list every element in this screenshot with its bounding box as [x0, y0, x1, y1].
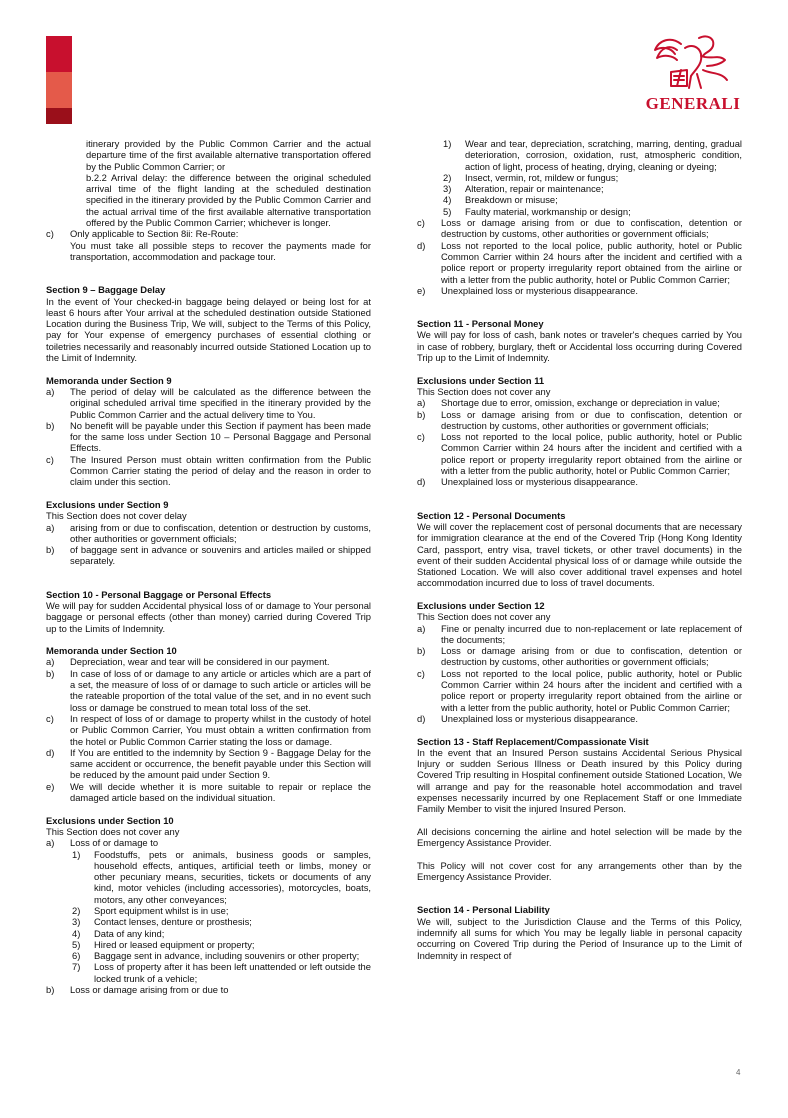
list-item-text: Contact lenses, denture or prosthesis; — [94, 916, 252, 928]
list-item — [417, 138, 742, 172]
spacer — [417, 488, 742, 510]
list-item-text: Loss not reported to the local police, public authority, hotel or Public Common Carrier within 24 hours after the incident and certified with a police report or property irregularity report obtained from the airline or with a letter from the public authority, hotel or Public Common Carrier; — [441, 431, 742, 477]
list-marker: b) — [46, 667, 55, 679]
paragraph: This Section does not cover any — [46, 825, 180, 837]
list-item-text: Data of any kind; — [94, 927, 165, 939]
list-marker: c) — [417, 667, 425, 679]
list-item-text: In respect of loss of or damage to property whilst in the custody of hotel or Public Common Carrier, You must obtain a written confirmation from the hotel or Public Common Carrier stating the loss or damage. — [70, 712, 371, 747]
lion-icon — [641, 30, 745, 94]
paragraph: You must take all possible steps to recover the payments made for transportation, accommodation and package tour. — [70, 239, 371, 262]
list-item-text: Loss or damage arising from or due to confiscation, detention or destruction by customs, other authorities or government officials; — [441, 645, 742, 668]
list-item — [417, 194, 742, 205]
list-item-text: The period of delay will be calculated as the difference between the original scheduled arrival time specified in the itinerary provided by the Public Common Carrier and the actual delivery time to You. — [70, 385, 371, 420]
list-item — [46, 522, 371, 545]
list-item — [46, 849, 371, 905]
spacer — [417, 815, 742, 826]
brand-name: GENERALI — [645, 94, 741, 113]
list-item — [46, 656, 371, 667]
list-item-text: The Insured Person must obtain written confirmation from the Public Common Carrier stating the period of delay and the reason in order to claim under this section. — [70, 453, 371, 488]
section-heading: Section 14 - Personal Liability — [417, 904, 550, 916]
section-heading: Exclusions under Section 9 — [46, 498, 169, 510]
list-item-text: If You are entitled to the indemnity by Section 9 - Baggage Delay for the same accident or occurrence, the benefit payable under this Section will be reduced by the amount paid under Section 9. — [70, 746, 371, 781]
list-marker: b) — [46, 544, 55, 556]
paragraph: We will pay for loss of cash, bank notes or traveler's cheques carried by You in case of robbery, burglary, theft or Accidental loss occurring during Covered Trip up to the Limit of Indemnity. — [417, 329, 742, 364]
list-marker: d) — [417, 239, 426, 251]
list-item — [46, 454, 371, 488]
spacer — [417, 882, 742, 904]
list-item-text: arising from or due to confiscation, detention or destruction by customs, other authorities or government officials; — [70, 521, 371, 544]
spacer — [46, 634, 371, 645]
list-marker: 2) — [72, 905, 81, 916]
list-item-text: Unexplained loss or mysterious disappearance. — [441, 476, 638, 488]
list-item-text: Hired or leased equipment or property; — [94, 938, 255, 950]
list-marker: d) — [46, 746, 55, 758]
list-marker: 4) — [72, 927, 81, 939]
paragraph: All decisions concerning the airline and hotel selection will be made by the Emergency Assistance Provider. — [417, 825, 742, 849]
list-item-text: Loss not reported to the local police, public authority, hotel or Public Common Carrier within 24 hours after the incident and certified with a police report or property irregularity report obtained from the airline or with a letter from the public authority, hotel or Public Common Carrier; — [441, 667, 742, 713]
list-marker: a) — [46, 656, 55, 668]
list-item — [417, 623, 742, 646]
list-item — [46, 713, 371, 747]
list-item — [46, 950, 371, 961]
list-item — [417, 645, 742, 668]
list-marker: e) — [46, 780, 55, 792]
paragraph: itinerary provided by the Public Common Carrier and the actual departure time of the first available alternative transportation offered by the Public Common Carrier; or — [86, 138, 371, 172]
list-marker: b) — [46, 984, 55, 996]
list-marker: d) — [417, 712, 426, 724]
list-marker: c) — [46, 228, 54, 240]
list-item-text: Loss not reported to the local police, public authority, hotel or Public Common Carrier within 24 hours after the incident and certified with a police report or property irregularity report obtained from the airline or with a letter from the public authority, hotel or Public Common Carrier; — [441, 239, 742, 285]
paragraph: We will, subject to the Jurisdiction Clause and the Terms of this Policy, indemnify all sums for which You may be legally liable in personal capacity occurring on Covered Trip during the Period of Insurance up to the Limit of Indemnity in respect of — [417, 915, 742, 961]
list-item-text: Unexplained loss or mysterious disappearance. — [441, 284, 638, 296]
list-marker: 2) — [443, 171, 452, 183]
section-heading: Section 13 - Staff Replacement/Compassionate Visit — [417, 735, 649, 747]
list-item — [46, 228, 371, 239]
list-item-text: Baggage sent in advance, including souvenirs or other property; — [94, 950, 360, 962]
list-item — [417, 409, 742, 432]
list-item — [417, 183, 742, 194]
section-heading: Memoranda under Section 9 — [46, 374, 172, 386]
list-item-text: Depreciation, wear and tear will be considered in our payment. — [70, 656, 330, 668]
spacer — [417, 296, 742, 318]
brand-bar-bottom — [46, 108, 72, 124]
list-item-text: Faulty material, workmanship or design; — [465, 205, 631, 217]
list-item — [46, 905, 371, 916]
spacer — [417, 724, 742, 735]
paragraph: This Section does not cover any — [417, 385, 551, 397]
list-marker: 1) — [443, 138, 452, 149]
brand-bar-top — [46, 36, 72, 72]
spacer — [46, 488, 371, 499]
list-item — [46, 544, 371, 567]
list-item-text: No benefit will be payable under this Section if payment has been made for the same loss under Section 10 – Personal Baggage and Personal Effects. — [70, 419, 371, 454]
spacer — [46, 567, 371, 589]
list-item — [417, 431, 742, 476]
paragraph: b.2.2 Arrival delay: the difference between the original scheduled arrival time of the flight landing at the scheduled destination specified in the itinerary provided by the Public Common Carrier and the actual arrival time of the first available alternative transportation offered by the Public Common Carrier; whichever is longer. — [86, 171, 371, 229]
generali-logo — [641, 30, 745, 118]
section-heading: Exclusions under Section 10 — [46, 814, 174, 826]
list-item — [417, 285, 742, 296]
paragraph: This Section does not cover delay — [46, 510, 187, 522]
list-item — [417, 240, 742, 285]
list-item — [46, 386, 371, 420]
list-marker: 5) — [443, 205, 452, 217]
paragraph: We will pay for sudden Accidental physical loss of or damage to Your personal baggage or personal effects (other than money) carried during Covered Trip up to the Limits of Indemnity. — [46, 599, 371, 634]
list-item — [46, 961, 371, 984]
list-item-text: In case of loss of or damage to any article or articles which are a part of a set, the measure of loss of or damage to such article or articles will be the rateable proportion of the total value of the set, and in no event such loss or damage be construed to mean total loss of the set. — [70, 667, 371, 713]
section-heading: Exclusions under Section 11 — [417, 374, 545, 386]
section-heading: Section 11 - Personal Money — [417, 318, 544, 330]
list-item — [46, 916, 371, 927]
left-text-column — [46, 138, 371, 995]
list-item-text: of baggage sent in advance or souvenirs and articles mailed or shipped separately. — [70, 544, 371, 567]
list-marker: a) — [46, 837, 55, 849]
paragraph: This Section does not cover any — [417, 611, 551, 623]
list-marker: a) — [46, 521, 55, 533]
section-heading: Section 9 – Baggage Delay — [46, 284, 166, 296]
list-item — [46, 420, 371, 454]
list-item-text: Loss of property after it has been left unattended or left outside the locked trunk of a vehicle; — [94, 961, 371, 984]
list-item-text: Shortage due to error, omission, exchange or depreciation in value; — [441, 397, 720, 409]
list-marker: a) — [417, 622, 426, 634]
list-item-text: Fine or penalty incurred due to non-replacement or late replacement of the documents; — [441, 622, 742, 645]
list-item — [46, 984, 371, 995]
list-item — [417, 217, 742, 240]
section-heading: Section 12 - Personal Documents — [417, 509, 566, 521]
list-item — [417, 397, 742, 408]
list-marker: b) — [46, 419, 55, 431]
list-item-text: Loss or damage arising from or due to confiscation, detention or destruction by customs, other authorities or government officials; — [441, 408, 742, 431]
brand-bar-middle — [46, 72, 72, 108]
list-marker: e) — [417, 284, 426, 296]
list-marker: b) — [417, 408, 426, 420]
list-item-text: Alteration, repair or maintenance; — [465, 183, 604, 195]
paragraph: In the event of Your checked-in baggage being delayed or being lost for at least 6 hours after Your arrival at the scheduled destination outside Stationed Location during the Business Trip, We will, subject to the Terms of this Policy, pay for Your expense of emergency purchases of essential clothing or toiletries necessarily and reasonably incurred outside Stationed Location up to the Limit of Indemnity. — [46, 295, 371, 364]
paragraph: In the event that an Insured Person sustains Accidental Serious Physical Injury or sudden Serious Illness or Death insured by this Policy during Covered Trip resulting in Hospital confinement outside Stationed Location, We will arrange and pay for the reasonable hotel accommodation and travel expenses necessarily incurred by one Replacement Staff or one Immediate Family Member to visit the injured Insured Person. — [417, 746, 742, 815]
list-marker: 5) — [72, 938, 81, 950]
list-item-text: Loss of or damage to — [70, 837, 159, 849]
list-item-text: Wear and tear, depreciation, scratching, marring, denting, gradual deterioration, corrosion, oxidation, rust, atmospheric condition, action of light, process of heating, drying, cleaning or dyeing; — [465, 138, 742, 172]
list-item-text: Unexplained loss or mysterious disappearance. — [441, 712, 638, 724]
paragraph: This Policy will not cover cost for any arrangements other than by the Emergency Assistance Provider. — [417, 859, 742, 883]
list-marker: c) — [417, 217, 425, 229]
list-item — [46, 668, 371, 713]
list-item-text: We will decide whether it is more suitable to repair or replace the damaged article based on the individual situation. — [70, 780, 371, 804]
list-marker: 6) — [72, 950, 81, 962]
list-marker: a) — [417, 397, 426, 409]
list-marker: a) — [46, 385, 55, 397]
list-item-text: Sport equipment whilst is in use; — [94, 905, 229, 916]
list-item-text: Only applicable to Section 8ii: Re-Route: — [70, 228, 239, 240]
list-item — [417, 172, 742, 183]
list-marker: c) — [417, 431, 425, 443]
spacer — [46, 363, 371, 374]
list-marker: c) — [46, 712, 54, 724]
right-text-column — [417, 138, 742, 961]
list-marker: 4) — [443, 194, 452, 206]
spacer — [417, 363, 742, 374]
list-item — [46, 837, 371, 848]
list-marker: c) — [46, 453, 54, 465]
list-marker: 1) — [72, 848, 81, 860]
list-item — [46, 781, 371, 804]
list-item — [417, 713, 742, 724]
list-item — [417, 476, 742, 487]
list-item-text: Insect, vermin, rot, mildew or fungus; — [465, 171, 619, 183]
list-marker: 3) — [443, 183, 452, 195]
list-marker: 3) — [72, 916, 81, 928]
list-marker: b) — [417, 645, 426, 657]
paragraph: We will cover the replacement cost of personal documents that are necessary for immigration clearance at the end of the Covered Trip (Hong Kong Identity Card, passport, entry visa, travel tickets, or other travel documents) in the event of their sudden Accidental physical loss of or damage while outside the Stationed Location. We will also cover additional travel expenses and hotel accommodation incurred due to loss of travel documents. — [417, 520, 742, 589]
spacer — [417, 589, 742, 600]
list-marker: 7) — [72, 961, 81, 973]
list-marker: d) — [417, 476, 426, 488]
section-heading: Section 10 - Personal Baggage or Personal Effects — [46, 588, 272, 600]
list-item-text: Breakdown or misuse; — [465, 194, 558, 206]
page-number: 4 — [736, 1068, 741, 1077]
list-item — [46, 939, 371, 950]
spacer — [417, 849, 742, 860]
section-heading: Memoranda under Section 10 — [46, 645, 177, 657]
list-item — [417, 206, 742, 217]
list-item — [46, 928, 371, 939]
list-item-text: Foodstuffs, pets or animals, business goods or samples, household effects, antiques, artificial teeth or limbs, money or other pecuniary means, securities, tickets or documents of any kind, motor vehicles (including accessories), motorcycles, boats, motors, any other conveyances; — [94, 848, 371, 905]
list-item — [417, 668, 742, 713]
spacer — [46, 262, 371, 284]
spacer — [46, 803, 371, 814]
list-item-text: Loss or damage arising from or due to — [70, 984, 229, 996]
section-heading: Exclusions under Section 12 — [417, 599, 545, 611]
list-item-text: Loss or damage arising from or due to confiscation, detention or destruction by customs, other authorities or government officials; — [441, 217, 742, 240]
list-item — [46, 747, 371, 781]
